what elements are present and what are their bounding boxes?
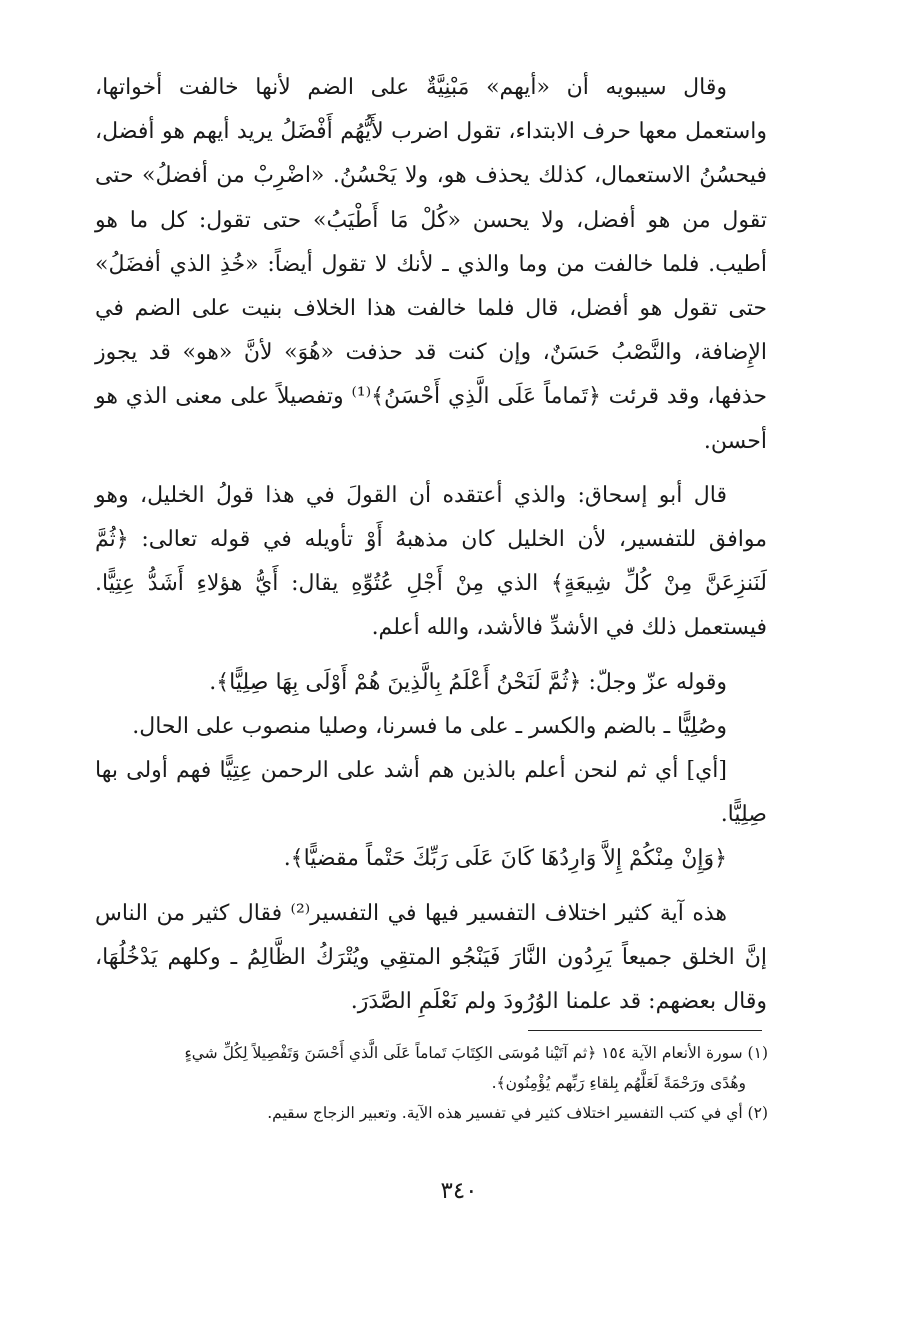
- footnote-1: [80, 1038, 768, 1098]
- paragraph-tafsir-differences: هذه آية كثير اختلاف التفسير فيها في التفسير⁽²⁾ فقال كثير من الناس إنَّ الخلق جميعاً يَرِدُون النَّارَ فَيَنْجُو المتقِي ويُتْرَكُ الظَّالِمُ ـ وكلهم يَدْخُلُهَا، وقال بعضهم: قد علمنا الوُرُودَ ولم نَعْلَمِ الصَّدَرَ.: [95, 900, 767, 1015]
- footnote-2: (٢) أي في كتب التفسير اختلاف كثير في تفسير هذه الآية. وتعبير الزجاج سقيم.: [267, 1104, 768, 1122]
- paragraph-verse-saliyya: وقوله عزّ وجلّ: ﴿ثُمَّ لَنَحْنُ أَعْلَمُ بِالَّذِينَ هُمْ أَوْلَى بِهَا صِلِيًّا﴾.: [209, 669, 727, 695]
- footnote-separator: [528, 1030, 762, 1031]
- paragraph-saliyya-explanation: وصُلِيًّا ـ بالضم والكسر ـ على ما فسرنا، وصليا منصوب على الحال.: [132, 713, 727, 739]
- page-number: ٣٤٠: [440, 1178, 478, 1204]
- main-text: [95, 66, 767, 1024]
- paragraph-verse-wariduha: ﴿وَإِنْ مِنْكُمْ إِلاَّ وَارِدُهَا كَانَ عَلَى رَبِّكَ حَتْماً مقضيًّا﴾.: [283, 846, 727, 872]
- footnote-1-line-1: (١) سورة الأنعام الآية ١٥٤ ﴿ثم آتَيْنا مُوسَى الكِتَابَ تَماماً عَلَى الَّذي أَحْسَنَ وَتَفْصِيلاً لِكُلِّ شيءٍ: [184, 1044, 768, 1062]
- footnote-1-line-2: وهُدًى ورَحْمَةً لَعَلَّهُم بِلقاءِ رَبِّهم يُؤْمِنُون﴾.: [491, 1074, 746, 1092]
- footnotes: [80, 1038, 768, 1128]
- paragraph-sibawayh: وقال سيبويه أن «أيهم» مَبْنِيَّةٌ على الضم لأنها خالفت أخواتها، واستعمل معها حرف الابتداء، تقول اضرب لأَيُّهُم أَفْضَلُ يريد أيهم هو أفضل، فيحسُنُ الاستعمال، كذلك يحذف هو، ولا يَحْسُنُ. «اضْرِبْ من أفضلُ» حتى تقول من هو أفضل، ولا يحسن «كُلْ مَا أَطْيَبُ» حتى تقول: كل ما هو أطيب. فلما خالفت من وما والذي ـ لأنك لا تقول أيضاً: «خُذِ الذي أفضَلُ» حتى تقول هو أفضل، قال فلما خالفت هذا الخلاف بنيت على الضم في الإِضافة، والنَّصْبُ حَسَنٌ، وإن كنت قد حذفت «هُوَ» لأنَّ «هو» قد يجوز حذفها، وقد قرئت ﴿تَماماً عَلَى الَّذِي أَحْسَنُ﴾⁽¹⁾ وتفصيلاً على معنى الذي هو أحسن.: [95, 75, 768, 454]
- paragraph-saliyya-meaning: [أي] أي ثم لنحن أعلم بالذين هم أشد على الرحمن عِتِيًّا فهم أولى بها صِلِيًّا.: [95, 758, 767, 828]
- paragraph-abu-ishaq: قال أبو إسحاق: والذي أعتقده أن القولَ في هذا قولُ الخليل، وهو موافق للتفسير، لأن الخليل كان مذهبهُ أَوْ تأويله في قوله تعالى: ﴿ثُمَّ لَنَنزِعَنَّ مِنْ كُلِّ شِيعَةٍ﴾ الذي مِنْ أَجْلِ عُتُوِّهِ يقال: أَيُّ هؤلاءِ أَشَدُّ عِتِيًّا. فيستعمل ذلك في الأشدِّ فالأشد، والله أعلم.: [95, 482, 767, 641]
